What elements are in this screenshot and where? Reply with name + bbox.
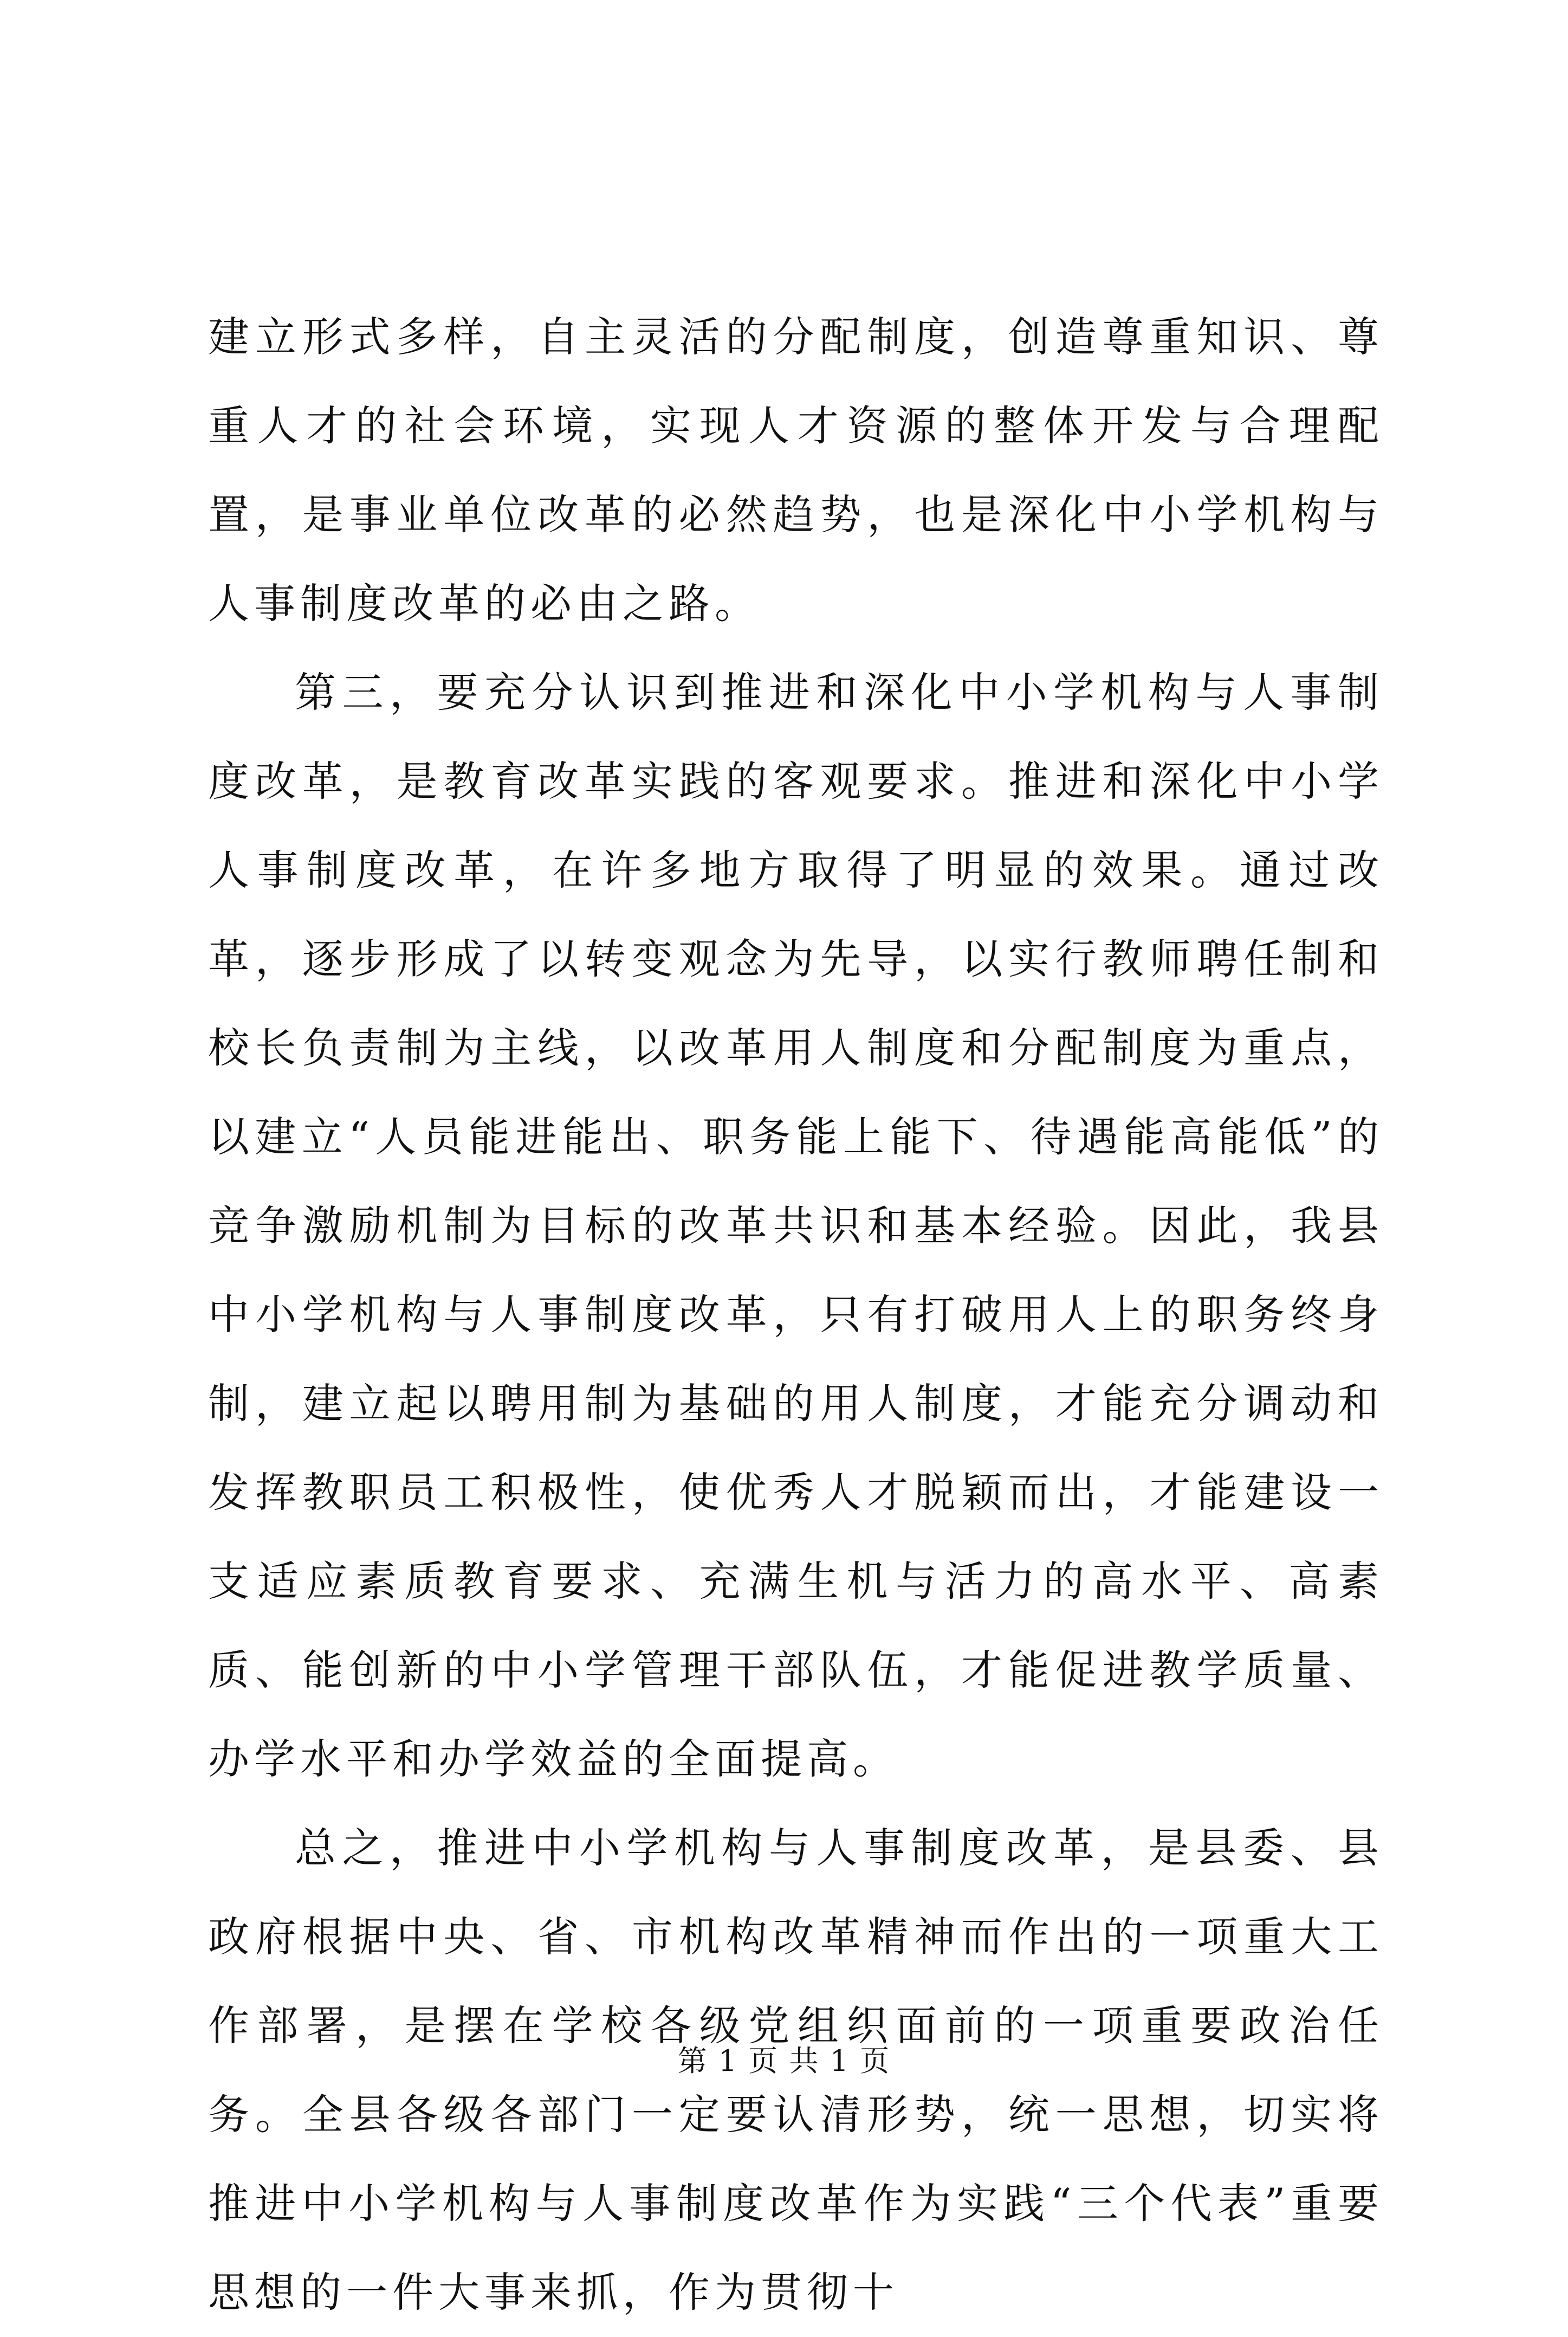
paragraph-1: 建立形式多样，自主灵活的分配制度，创造尊重知识、尊重人才的社会环境，实现人才资源的整体开发与合理配置，是事业单位改革的必然趋势，也是深化中小学机构与人事制度改革的必由之路。	[208, 313, 1384, 628]
paragraph-2: 第三，要充分认识到推进和深化中小学机构与人事制度改革，是教育改革实践的客观要求。推进和深化中小学人事制度改革，在许多地方取得了明显的效果。通过改革，逐步形成了以转变观念为先导，以实行教师聘任制和校长负责制为主线，以改革用人制度和分配制度为重点，以建立“人员能进能出、职务能上能下、待遇能高能低”的竞争激励机制为目标的改革共识和基本经验。因此，我县中小学机构与人事制度改革，只有打破用人上的职务终身制，建立起以聘用制为基础的用人制度，才能充分调动和发挥教职员工积极性，使优秀人才脱颖而出，才能建设一支适应素质教育要求、充满生机与活力的高水平、高素质、能创新的中小学管理干部队伍，才能促进教学质量、办学水平和办学效益的全面提高。	[208, 668, 1384, 1783]
page-footer: 第 1 页 共 1 页	[677, 2044, 891, 2078]
document-body	[208, 293, 1384, 2337]
paragraph-3: 总之，推进中小学机构与人事制度改革，是县委、县政府根据中央、省、市机构改革精神而作出的一项重大工作部署，是摆在学校各级党组织面前的一项重要政治任务。全县各级各部门一定要认清形势，统一思想，切实将推进中小学机构与人事制度改革作为实践“三个代表”重要思想的一件大事来抓，作为贯彻十	[208, 1824, 1384, 2316]
